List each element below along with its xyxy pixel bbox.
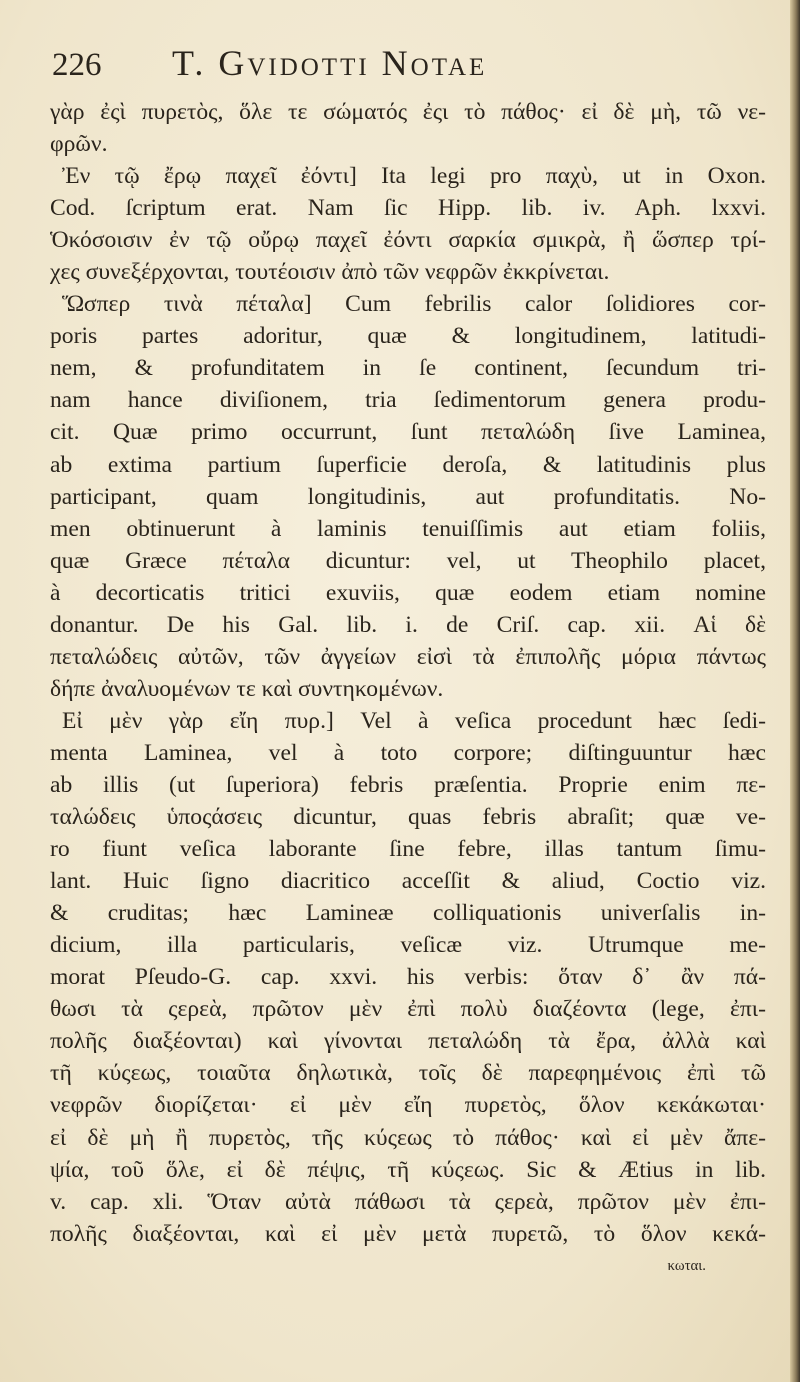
text-line: morat Pſeudo-G. cap. xxvi. his verbis: ὅταν δ᾽ ἂν πά- bbox=[50, 964, 766, 991]
text-line: men obtinuerunt à laminis tenuiſſimis aut etiam foliis, bbox=[50, 515, 766, 542]
text-line: Εἰ μὲν γὰρ εἴη πυρ.] Vel à veſica procedunt hæc ſedi- bbox=[62, 707, 766, 734]
text-line: v. cap. xli. Ὅταν αὐτὰ πάθωσι τὰ ςερεὰ, πρῶτον μὲν ἐπι- bbox=[50, 1188, 766, 1215]
text-line: Ὁκόσοισιν ἐν τῷ οὔρῳ παχεῖ ἐόντι σαρκία σμικρὰ, ἢ ὥσπερ τρί- bbox=[50, 227, 766, 254]
text-line: φρῶν. bbox=[50, 131, 108, 158]
text-line: participant, quam longitudinis, aut profunditatis. No- bbox=[50, 483, 766, 510]
text-line: ab illis (ut ſuperiora) febris præſentia. Proprie enim πε- bbox=[50, 771, 766, 798]
text-line: quæ Græce πέταλα dicuntur: vel, ut Theophilo placet, bbox=[50, 547, 766, 574]
text-line: ψία, τοῦ ὅλε, εἰ δὲ πέψις, τῆ κύςεως. Sic & Ætius in lib. bbox=[50, 1156, 766, 1183]
text-line: menta Laminea, vel à toto corpore; diſtinguuntur hæc bbox=[50, 739, 766, 766]
text-line: τῆ κύςεως, τοιαῦτα δηλωτικὰ, τοῖς δὲ παρεφημένοις ἐπὶ τῶ bbox=[50, 1060, 766, 1087]
text-line: nem, & profunditatem in ſe continent, ſecundum tri- bbox=[50, 355, 766, 382]
text-line: à decorticatis tritici exuviis, quæ eodem etiam nomine bbox=[50, 579, 766, 606]
text-line: Ἐν τῷ ἔρῳ παχεῖ ἐόντι] Ita legi pro παχὺ, ut in Oxon. bbox=[62, 163, 766, 190]
text-line: χες συνεξέρχονται, τουτέοισιν ἀπὸ τῶν νεφρῶν ἐκκρίνεται. bbox=[50, 259, 610, 286]
text-line: εἰ δὲ μὴ ἢ πυρετὸς, τῆς κύςεως τὸ πάθος· καὶ εἰ μὲν ἄπε- bbox=[50, 1124, 766, 1151]
text-line: ab extima partium ſuperficie deroſa, & latitudinis plus bbox=[50, 451, 766, 478]
text-line: poris partes adoritur, quæ & longitudinem, latitudi- bbox=[50, 323, 766, 350]
text-line: donantur. De his Gal. lib. i. de Criſ. cap. xii. Αἱ δὲ bbox=[50, 611, 766, 638]
page-edge bbox=[790, 0, 800, 1382]
text-line: ταλώδεις ὑποςάσεις dicuntur, quas febris abraſit; quæ ve- bbox=[50, 804, 766, 831]
text-line: κωται. bbox=[667, 1257, 706, 1274]
page-number: 226 bbox=[52, 47, 102, 83]
page-header bbox=[52, 42, 752, 94]
text-line: νεφρῶν διορίζεται· εἰ μὲν εἴη πυρετὸς, ὅλον κεκάκωται· bbox=[50, 1092, 766, 1119]
running-head: T. Gvidotti Notae bbox=[172, 43, 488, 83]
text-line: dicium, illa particularis, veſicæ viz. Utrumque me- bbox=[50, 932, 766, 959]
text-line: Ὥσπερ τινὰ πέταλα] Cum febrilis calor ſolidiores cor- bbox=[62, 291, 766, 318]
text-line: γὰρ ἐςὶ πυρετὸς, ὅλε τε σώματός ἐςι τὸ πάθος· εἰ δὲ μὴ, τῶ νε- bbox=[50, 99, 766, 125]
text-line: πολῆς διαξέονται) καὶ γίνονται πεταλώδη τὰ ἔρα, ἀλλὰ καὶ bbox=[50, 1028, 766, 1055]
body-text bbox=[50, 96, 766, 1282]
text-line: ro fiunt veſica laborante ſine febre, illas tantum ſimu- bbox=[50, 836, 766, 863]
text-line: lant. Huic ſigno diacritico acceſſit & aliud, Coctio viz. bbox=[50, 868, 766, 895]
text-line: πεταλώδεις αὐτῶν, τῶν ἀγγείων εἰσὶ τὰ ἐπιπολῆς μόρια πάντως bbox=[50, 643, 766, 670]
text-line: δήπε ἀναλυομένων τε καὶ συντηκομένων. bbox=[50, 675, 444, 702]
text-line: πολῆς διαξέονται, καὶ εἰ μὲν μετὰ πυρετῶ, τὸ ὅλον κεκά- bbox=[50, 1220, 766, 1247]
text-line: & cruditas; hæc Lamineæ colliquationis univerſalis in- bbox=[50, 900, 766, 927]
text-line: cit. Quæ primo occurrunt, ſunt πεταλώδη ſive Laminea, bbox=[50, 419, 766, 446]
text-line: θωσι τὰ ςερεὰ, πρῶτον μὲν ἐπὶ πολὺ διαζέοντα (lege, ἐπι- bbox=[50, 996, 766, 1023]
text-line: nam hance diviſionem, tria ſedimentorum genera produ- bbox=[50, 387, 766, 414]
text-line: Cod. ſcriptum erat. Nam ſic Hipp. lib. iv. Aph. lxxvi. bbox=[50, 195, 766, 222]
